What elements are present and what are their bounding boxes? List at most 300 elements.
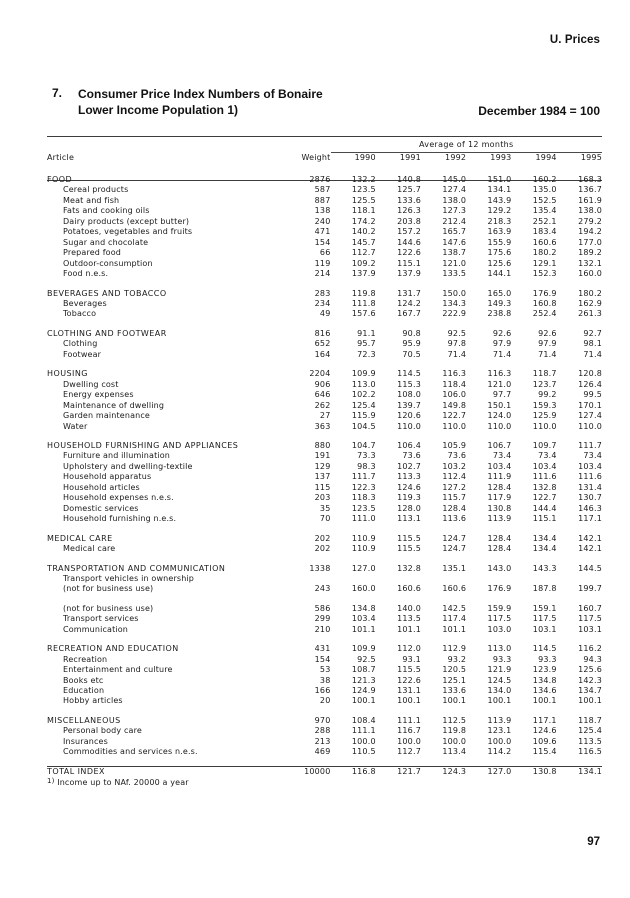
row-value-1990: 123.5 (351, 185, 376, 195)
row-value-1991: 133.6 (397, 195, 421, 205)
row-value-1992: 110.0 (442, 421, 467, 431)
row-value-1995: 71.4 (583, 349, 602, 359)
row-weight: 191 (314, 451, 331, 461)
row-value-1991: 128.0 (397, 503, 421, 513)
row-value-1993 (466, 280, 511, 289)
row-value-1994 (511, 320, 556, 329)
row-value-1990 (331, 635, 376, 644)
row-value-1994 (511, 707, 556, 716)
row-value-1990 (331, 432, 376, 441)
row-value-1995: 92.7 (583, 328, 602, 338)
row-value-1990 (331, 280, 376, 289)
table-title-line-2: Lower Income Population 1) (78, 103, 239, 117)
footnote-text: Income up to NAf. 20000 a year (54, 778, 189, 787)
row-value-1995: 94.3 (583, 654, 602, 664)
row-value-1993: 159.9 (487, 603, 512, 613)
row-value-1990 (331, 360, 376, 369)
row-value-1992: 115.7 (442, 493, 467, 503)
row-value-1993: 103.4 (487, 461, 512, 471)
row-value-1992: 142.5 (442, 603, 467, 613)
table-row (47, 514, 602, 524)
row-weight: 586 (314, 603, 331, 613)
row-value-1993 (466, 525, 511, 534)
row-value-1995: 162.9 (578, 298, 602, 308)
table-row (47, 483, 602, 493)
row-value-1993 (466, 432, 511, 441)
row-value-1991 (376, 635, 421, 644)
header-year-1992: 1992 (445, 153, 467, 162)
row-article-label (47, 280, 262, 289)
row-value-1990: 111.8 (351, 298, 376, 308)
row-value-1992: 120.5 (442, 665, 467, 675)
table-row (47, 564, 602, 574)
row-value-1992: 73.6 (447, 451, 467, 461)
table-row (47, 544, 602, 554)
row-value-1991: 203.8 (397, 216, 421, 226)
row-value-1995 (557, 320, 602, 329)
table-row (47, 401, 602, 411)
row-value-1993: 124.5 (487, 675, 512, 685)
row-value-1992: 124.7 (442, 533, 467, 543)
row-value-1990: 109.2 (351, 258, 376, 268)
row-value-1990: 108.7 (351, 665, 376, 675)
row-weight: 283 (314, 288, 331, 298)
row-value-1992: 121.0 (442, 258, 467, 268)
row-value-1991: 160.6 (397, 584, 421, 594)
row-value-1995 (557, 707, 602, 716)
row-weight (262, 525, 330, 534)
row-value-1991 (376, 320, 421, 329)
table-row (47, 339, 602, 349)
row-value-1995: 99.5 (583, 390, 602, 400)
row-article-label: Fats and cooking oils (63, 206, 150, 216)
row-value-1994: 115.1 (532, 514, 557, 524)
row-value-1992 (421, 280, 466, 289)
row-value-1993: 218.3 (487, 216, 512, 226)
row-value-1993: 106.7 (487, 440, 512, 450)
row-weight: 202 (314, 533, 331, 543)
table-row (47, 269, 602, 279)
row-value-1995: 127.4 (578, 411, 602, 421)
row-article-label (47, 360, 262, 369)
row-value-1990: 137.9 (351, 269, 376, 279)
row-value-1994: 115.4 (532, 747, 557, 757)
table-head (47, 140, 602, 175)
row-value-1992: 138.0 (442, 195, 467, 205)
row-value-1990: 111.1 (351, 726, 376, 736)
table-row (47, 696, 602, 706)
row-article-label: Entertainment and culture (63, 665, 173, 675)
row-value-1992: 105.9 (442, 440, 467, 450)
row-article-label: Garden maintenance (63, 411, 150, 421)
row-weight (262, 432, 330, 441)
row-value-1991: 93.1 (402, 654, 421, 664)
row-value-1992: 112.5 (442, 715, 467, 725)
row-article-label: RECREATION AND EDUCATION (47, 644, 179, 654)
row-value-1994: 109.7 (532, 440, 557, 450)
row-value-1991: 144.6 (397, 237, 421, 247)
row-value-1991: 113.1 (397, 514, 421, 524)
table-row (47, 655, 602, 665)
row-value-1991 (376, 758, 421, 767)
row-weight: 119 (314, 258, 331, 268)
row-weight: 129 (314, 461, 331, 471)
row-weight: 210 (314, 624, 331, 634)
row-weight (262, 595, 330, 604)
row-article-label: TRANSPORTATION AND COMMUNICATION (47, 563, 226, 573)
row-value-1993: 143.0 (487, 563, 512, 573)
row-weight: 49 (319, 309, 331, 319)
row-value-1995: 126.4 (578, 379, 602, 389)
row-value-1993: 113.0 (487, 644, 512, 654)
table-row (47, 747, 602, 757)
row-value-1990: 121.3 (351, 675, 376, 685)
row-value-1990 (331, 574, 376, 584)
row-value-1990: 98.3 (357, 461, 376, 471)
row-value-1995: 100.1 (578, 696, 602, 706)
row-value-1994: 159.1 (532, 603, 557, 613)
row-value-1991 (376, 707, 421, 716)
row-value-1990: 109.9 (351, 644, 376, 654)
row-article-label (47, 758, 262, 767)
footnote (47, 778, 189, 787)
row-weight (262, 707, 330, 716)
table-row (47, 644, 602, 654)
row-value-1992: 149.8 (442, 400, 467, 410)
row-value-1992 (421, 707, 466, 716)
row-value-1994: 109.6 (532, 736, 557, 746)
row-weight: 10000 (304, 766, 331, 776)
row-value-1990: 111.0 (351, 514, 376, 524)
row-value-1995 (557, 280, 602, 289)
row-value-1992 (421, 574, 466, 584)
row-value-1993: 238.8 (487, 309, 512, 319)
row-value-1995: 134.7 (578, 686, 602, 696)
row-value-1994: 117.1 (532, 715, 557, 725)
row-value-1991: 73.6 (402, 451, 421, 461)
row-value-1995: 144.5 (578, 563, 602, 573)
row-value-1992: 150.0 (442, 288, 467, 298)
row-value-1994: 183.4 (532, 227, 557, 237)
row-value-1994 (511, 432, 556, 441)
row-value-1994: 114.5 (532, 644, 557, 654)
row-weight: 288 (314, 726, 331, 736)
row-value-1990: 112.7 (351, 248, 376, 258)
row-value-1991: 124.2 (397, 298, 421, 308)
row-value-1994: 159.3 (532, 400, 557, 410)
row-value-1992: 113.6 (442, 514, 467, 524)
row-article-label: Dwelling cost (63, 379, 119, 389)
row-value-1994 (511, 574, 556, 584)
row-value-1995 (557, 595, 602, 604)
row-value-1994: 130.8 (532, 766, 557, 776)
row-value-1993: 103.0 (487, 624, 512, 634)
row-weight: 880 (314, 440, 331, 450)
row-value-1992: 124.3 (442, 766, 467, 776)
header-year-1993: 1993 (490, 153, 512, 162)
row-article-label (47, 595, 262, 604)
row-weight: 166 (314, 686, 331, 696)
row-value-1993 (466, 595, 511, 604)
row-article-label (47, 707, 262, 716)
row-value-1995: 103.1 (578, 624, 602, 634)
table-row (47, 534, 602, 544)
base-period-note: December 1984 = 100 (478, 104, 600, 118)
row-value-1994: 93.3 (538, 654, 557, 664)
row-value-1993: 129.2 (487, 206, 512, 216)
row-value-1993: 117.9 (487, 493, 512, 503)
row-value-1991: 101.1 (397, 624, 421, 634)
row-value-1994: 134.8 (532, 675, 557, 685)
row-value-1994 (511, 555, 556, 564)
row-value-1991: 112.0 (397, 644, 421, 654)
row-value-1992 (421, 320, 466, 329)
row-value-1995: 142.1 (578, 544, 602, 554)
row-value-1991: 90.8 (402, 328, 421, 338)
row-value-1994: 125.9 (532, 411, 557, 421)
row-value-1991: 100.0 (397, 736, 421, 746)
row-value-1991: 115.5 (397, 665, 421, 675)
row-value-1991: 116.7 (397, 726, 421, 736)
row-article-label: Domestic services (63, 503, 139, 513)
row-value-1994: 111.6 (532, 472, 557, 482)
row-article-label (47, 635, 262, 644)
row-value-1990: 118.1 (351, 206, 376, 216)
table-row (47, 614, 602, 624)
row-value-1992: 124.7 (442, 544, 467, 554)
row-value-1992: 133.5 (442, 269, 467, 279)
row-value-1995: 120.8 (578, 369, 602, 379)
row-value-1994: 135.0 (532, 185, 557, 195)
header-year-1991: 1991 (399, 153, 421, 162)
row-weight: 70 (319, 514, 331, 524)
row-weight: 299 (314, 614, 331, 624)
footnote-marker: 1) (47, 777, 55, 785)
table-row (47, 411, 602, 421)
row-value-1994: 135.4 (532, 206, 557, 216)
row-value-1995: 160.7 (578, 603, 602, 613)
table-row (47, 196, 602, 206)
row-value-1994: 176.9 (532, 288, 557, 298)
table-row (47, 329, 602, 339)
row-weight (262, 758, 330, 767)
row-value-1993: 117.5 (487, 614, 512, 624)
row-value-1993: 114.2 (487, 747, 512, 757)
row-value-1994: 123.9 (532, 665, 557, 675)
row-article-label: BEVERAGES AND TOBACCO (47, 288, 167, 298)
header-row-labels (47, 153, 602, 163)
row-value-1994: 99.2 (538, 390, 557, 400)
row-value-1993: 127.0 (487, 766, 512, 776)
table-number: 7. (52, 86, 63, 100)
row-value-1994 (511, 280, 556, 289)
row-value-1994: 180.2 (532, 248, 557, 258)
row-value-1994: 144.4 (532, 503, 557, 513)
row-article-label: Footwear (63, 349, 102, 359)
row-value-1994: 71.4 (538, 349, 557, 359)
row-value-1993: 121.9 (487, 665, 512, 675)
row-value-1992: 93.2 (447, 654, 467, 664)
row-article-label: (not for business use) (63, 603, 154, 613)
table-spacer-row (47, 555, 602, 564)
row-weight (262, 320, 330, 329)
table-row (47, 238, 602, 248)
row-value-1993: 128.4 (487, 533, 512, 543)
row-value-1993 (466, 555, 511, 564)
row-value-1993: 128.4 (487, 544, 512, 554)
row-value-1991: 115.1 (397, 258, 421, 268)
row-value-1995: 161.9 (578, 195, 602, 205)
table-row (47, 665, 602, 675)
row-weight (262, 635, 330, 644)
table-row (47, 289, 602, 299)
row-value-1994: 97.9 (538, 339, 557, 349)
row-value-1990: 157.6 (351, 309, 376, 319)
row-weight: 431 (314, 644, 331, 654)
row-value-1993 (466, 360, 511, 369)
row-value-1990: 110.9 (351, 544, 376, 554)
row-value-1992: 145.0 (442, 175, 467, 184)
row-weight: 138 (314, 206, 331, 216)
row-value-1990: 109.9 (351, 369, 376, 379)
row-article-label: (not for business use) (63, 584, 154, 594)
row-weight: 906 (314, 379, 331, 389)
row-value-1991: 124.6 (397, 482, 421, 492)
row-value-1993: 113.9 (487, 514, 512, 524)
row-value-1990: 118.3 (351, 493, 376, 503)
row-article-label: Dairy products (except butter) (63, 216, 190, 226)
row-value-1993: 111.9 (487, 472, 512, 482)
row-value-1990: 111.7 (351, 472, 376, 482)
row-value-1991: 137.9 (397, 269, 421, 279)
row-value-1990: 113.0 (351, 379, 376, 389)
row-value-1993: 116.3 (487, 369, 512, 379)
table-spacer-row (47, 320, 602, 329)
table-spacer-row (47, 432, 602, 441)
row-value-1995: 279.2 (578, 216, 602, 226)
row-value-1992: 222.9 (442, 309, 467, 319)
table-row (47, 227, 602, 237)
table-row (47, 309, 602, 319)
table-row (47, 676, 602, 686)
row-article-label: Transport vehicles in ownership (63, 573, 195, 583)
row-article-label: Communication (63, 624, 129, 634)
row-article-label: TOTAL INDEX (47, 766, 105, 776)
row-weight: 20 (319, 696, 331, 706)
row-value-1992: 101.1 (442, 624, 467, 634)
row-value-1991: 131.1 (397, 686, 421, 696)
row-value-1995: 117.1 (578, 514, 602, 524)
row-value-1994 (511, 635, 556, 644)
row-value-1995: 170.1 (578, 400, 602, 410)
row-value-1991: 102.7 (397, 461, 421, 471)
header-year-1990: 1990 (354, 153, 376, 162)
row-article-label: Upholstery and dwelling-textile (63, 461, 193, 471)
row-value-1990: 123.5 (351, 503, 376, 513)
row-value-1995: 125.4 (578, 726, 602, 736)
row-value-1995 (557, 555, 602, 564)
table-spacer-row (47, 360, 602, 369)
row-weight: 203 (314, 493, 331, 503)
row-value-1995: 134.1 (578, 766, 602, 776)
row-value-1990: 125.4 (351, 400, 376, 410)
table-row (47, 390, 602, 400)
row-weight: 164 (314, 349, 331, 359)
row-value-1991: 108.0 (397, 390, 421, 400)
row-value-1992: 119.8 (442, 726, 467, 736)
row-value-1990 (331, 525, 376, 534)
row-value-1990: 104.5 (351, 421, 376, 431)
table-row (47, 380, 602, 390)
row-value-1991: 167.7 (397, 309, 421, 319)
row-weight: 27 (319, 411, 331, 421)
row-value-1995 (557, 525, 602, 534)
row-value-1994: 132.8 (532, 482, 557, 492)
row-value-1995: 110.0 (578, 421, 602, 431)
table-spacer-row (47, 525, 602, 534)
row-value-1995: 116.2 (578, 644, 602, 654)
row-value-1991 (376, 595, 421, 604)
row-value-1992: 125.1 (442, 675, 467, 685)
row-value-1994: 134.6 (532, 686, 557, 696)
header-average-span: Average of 12 months (419, 140, 514, 149)
row-value-1992: 112.9 (442, 644, 467, 654)
row-value-1994: 152.3 (532, 269, 557, 279)
row-value-1991: 100.1 (397, 696, 421, 706)
row-article-label: Education (63, 686, 105, 696)
row-value-1995: 118.7 (578, 715, 602, 725)
row-value-1994 (511, 595, 556, 604)
row-value-1990: 92.5 (357, 654, 376, 664)
row-article-label (47, 432, 262, 441)
row-value-1993: 143.9 (487, 195, 512, 205)
row-value-1994 (511, 758, 556, 767)
row-value-1992 (421, 635, 466, 644)
row-value-1990: 101.1 (351, 624, 376, 634)
row-article-label: Maintenance of dwelling (63, 400, 165, 410)
table-title-line-1: Consumer Price Index Numbers of Bonaire (78, 87, 323, 101)
row-value-1994: 118.7 (532, 369, 557, 379)
row-value-1991 (376, 555, 421, 564)
row-value-1994: 252.1 (532, 216, 557, 226)
row-value-1994: 117.5 (532, 614, 557, 624)
cpi-table-wrapper (47, 140, 602, 777)
table-row (47, 767, 602, 777)
row-value-1991 (376, 525, 421, 534)
header-weight: Weight (301, 153, 331, 162)
row-value-1990: 100.0 (351, 736, 376, 746)
row-value-1990: 124.9 (351, 686, 376, 696)
row-value-1993: 130.8 (487, 503, 512, 513)
row-value-1990: 119.8 (351, 288, 376, 298)
row-value-1991: 122.6 (397, 675, 421, 685)
row-article-label: Recreation (63, 654, 108, 664)
row-value-1993: 176.9 (487, 584, 512, 594)
row-value-1993: 121.0 (487, 379, 512, 389)
row-weight: 214 (314, 269, 331, 279)
row-value-1990: 108.4 (351, 715, 376, 725)
row-weight: 363 (314, 421, 331, 431)
row-value-1994: 152.5 (532, 195, 557, 205)
table-row (47, 574, 602, 584)
row-weight: 2204 (309, 369, 331, 379)
table-top-rule (47, 136, 602, 137)
row-value-1992: 165.7 (442, 227, 467, 237)
row-value-1993: 134.0 (487, 686, 512, 696)
table-spacer-row (47, 707, 602, 716)
row-weight: 816 (314, 328, 331, 338)
row-value-1992 (421, 555, 466, 564)
